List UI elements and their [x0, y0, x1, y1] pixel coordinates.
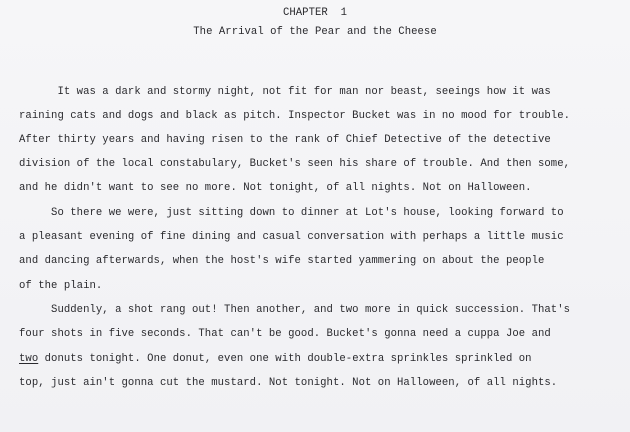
chapter-title: The Arrival of the Pear and the Cheese — [193, 26, 437, 38]
chapter-heading: CHAPTER 1 — [282, 7, 348, 19]
text-line: division of the local constabulary, Bucket's seen his share of trouble. And then some, — [19, 158, 571, 170]
text-line: four shots in five seconds. That can't be good. Bucket's gonna need a cuppa Joe and — [19, 328, 551, 340]
text-line — [19, 352, 532, 366]
line-rest: donuts tonight. One donut, even one with double-extra sprinkles sprinkled on — [38, 353, 532, 365]
text-line: a pleasant evening of fine dining and casual conversation with perhaps a little music — [19, 231, 564, 243]
underlined-word: two — [19, 353, 39, 365]
text-line: top, just ain't gonna cut the mustard. Not tonight. Not on Halloween, of all nights. — [19, 377, 558, 389]
text-line: So there we were, just sitting down to dinner at Lot's house, looking forward to — [19, 207, 564, 219]
text-line: Suddenly, a shot rang out! Then another, and two more in quick succession. That's — [19, 304, 571, 316]
text-line: and he didn't want to see no more. Not tonight, of all nights. Not on Halloween. — [19, 182, 532, 194]
text-line: raining cats and dogs and black as pitch. Inspector Bucket was in no mood for trouble. — [19, 110, 571, 122]
text-line: After thirty years and having risen to the rank of Chief Detective of the detective — [19, 134, 551, 146]
text-line: of the plain. — [19, 280, 103, 292]
text-line: and dancing afterwards, when the host's wife started yammering on about the people — [19, 255, 545, 267]
text-line: It was a dark and stormy night, not fit for man nor beast, seeings how it was — [19, 86, 551, 98]
